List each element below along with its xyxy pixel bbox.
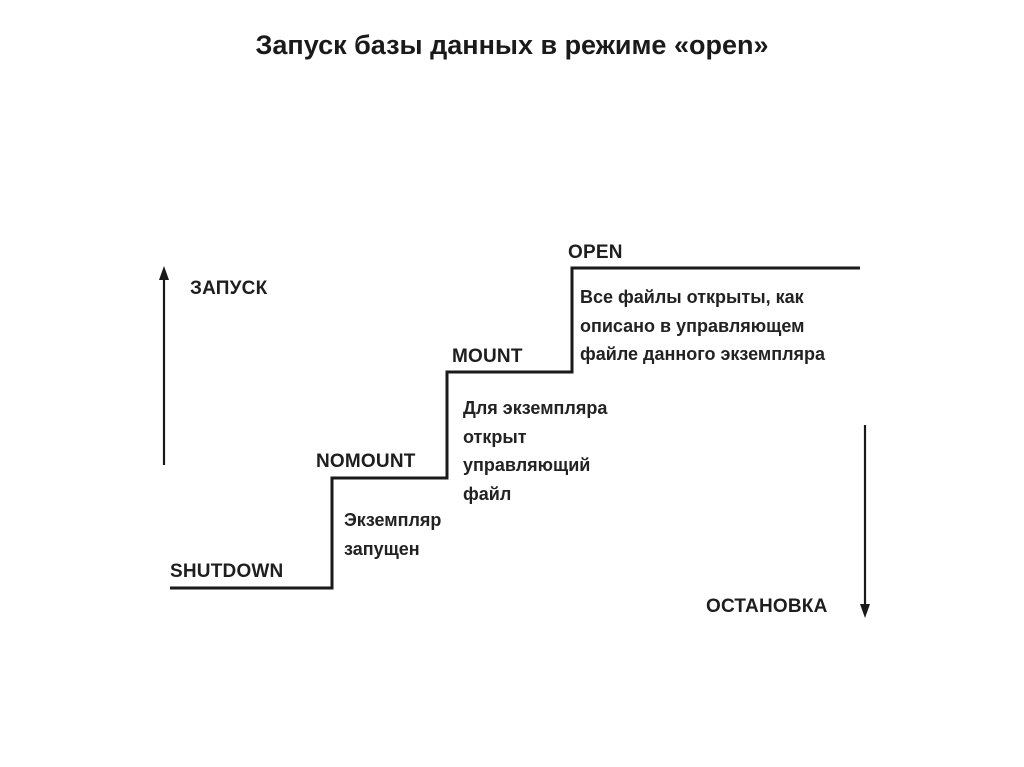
description-line: управляющий <box>463 455 591 475</box>
stage-label-open: OPEN <box>568 242 623 263</box>
description-line: файле данного экземпляра <box>580 344 826 364</box>
startup-label: ЗАПУСК <box>190 278 268 299</box>
slide-title: Запуск базы данных в режиме «open» <box>255 30 769 60</box>
description-line: запущен <box>344 538 420 559</box>
description-line: описано в управляющем <box>580 315 805 336</box>
shutdown-arrowhead <box>860 604 870 618</box>
stage-description-nomount <box>344 506 441 563</box>
stage-label-mount: MOUNT <box>452 346 523 367</box>
description-line: Для экземпляра <box>463 398 608 418</box>
shutdown-label: ОСТАНОВКА <box>706 596 828 617</box>
stage-description-mount <box>463 394 607 508</box>
description-line: Экземпляр <box>344 510 442 530</box>
startup-arrowhead <box>159 266 169 280</box>
stage-label-nomount: NOMOUNT <box>316 451 416 472</box>
stage-description-open <box>580 283 825 369</box>
description-line: Все файлы открыты, как <box>580 287 804 307</box>
description-line: файл <box>463 483 512 504</box>
description-line: открыт <box>463 426 527 447</box>
stage-label-shutdown: SHUTDOWN <box>170 561 284 582</box>
